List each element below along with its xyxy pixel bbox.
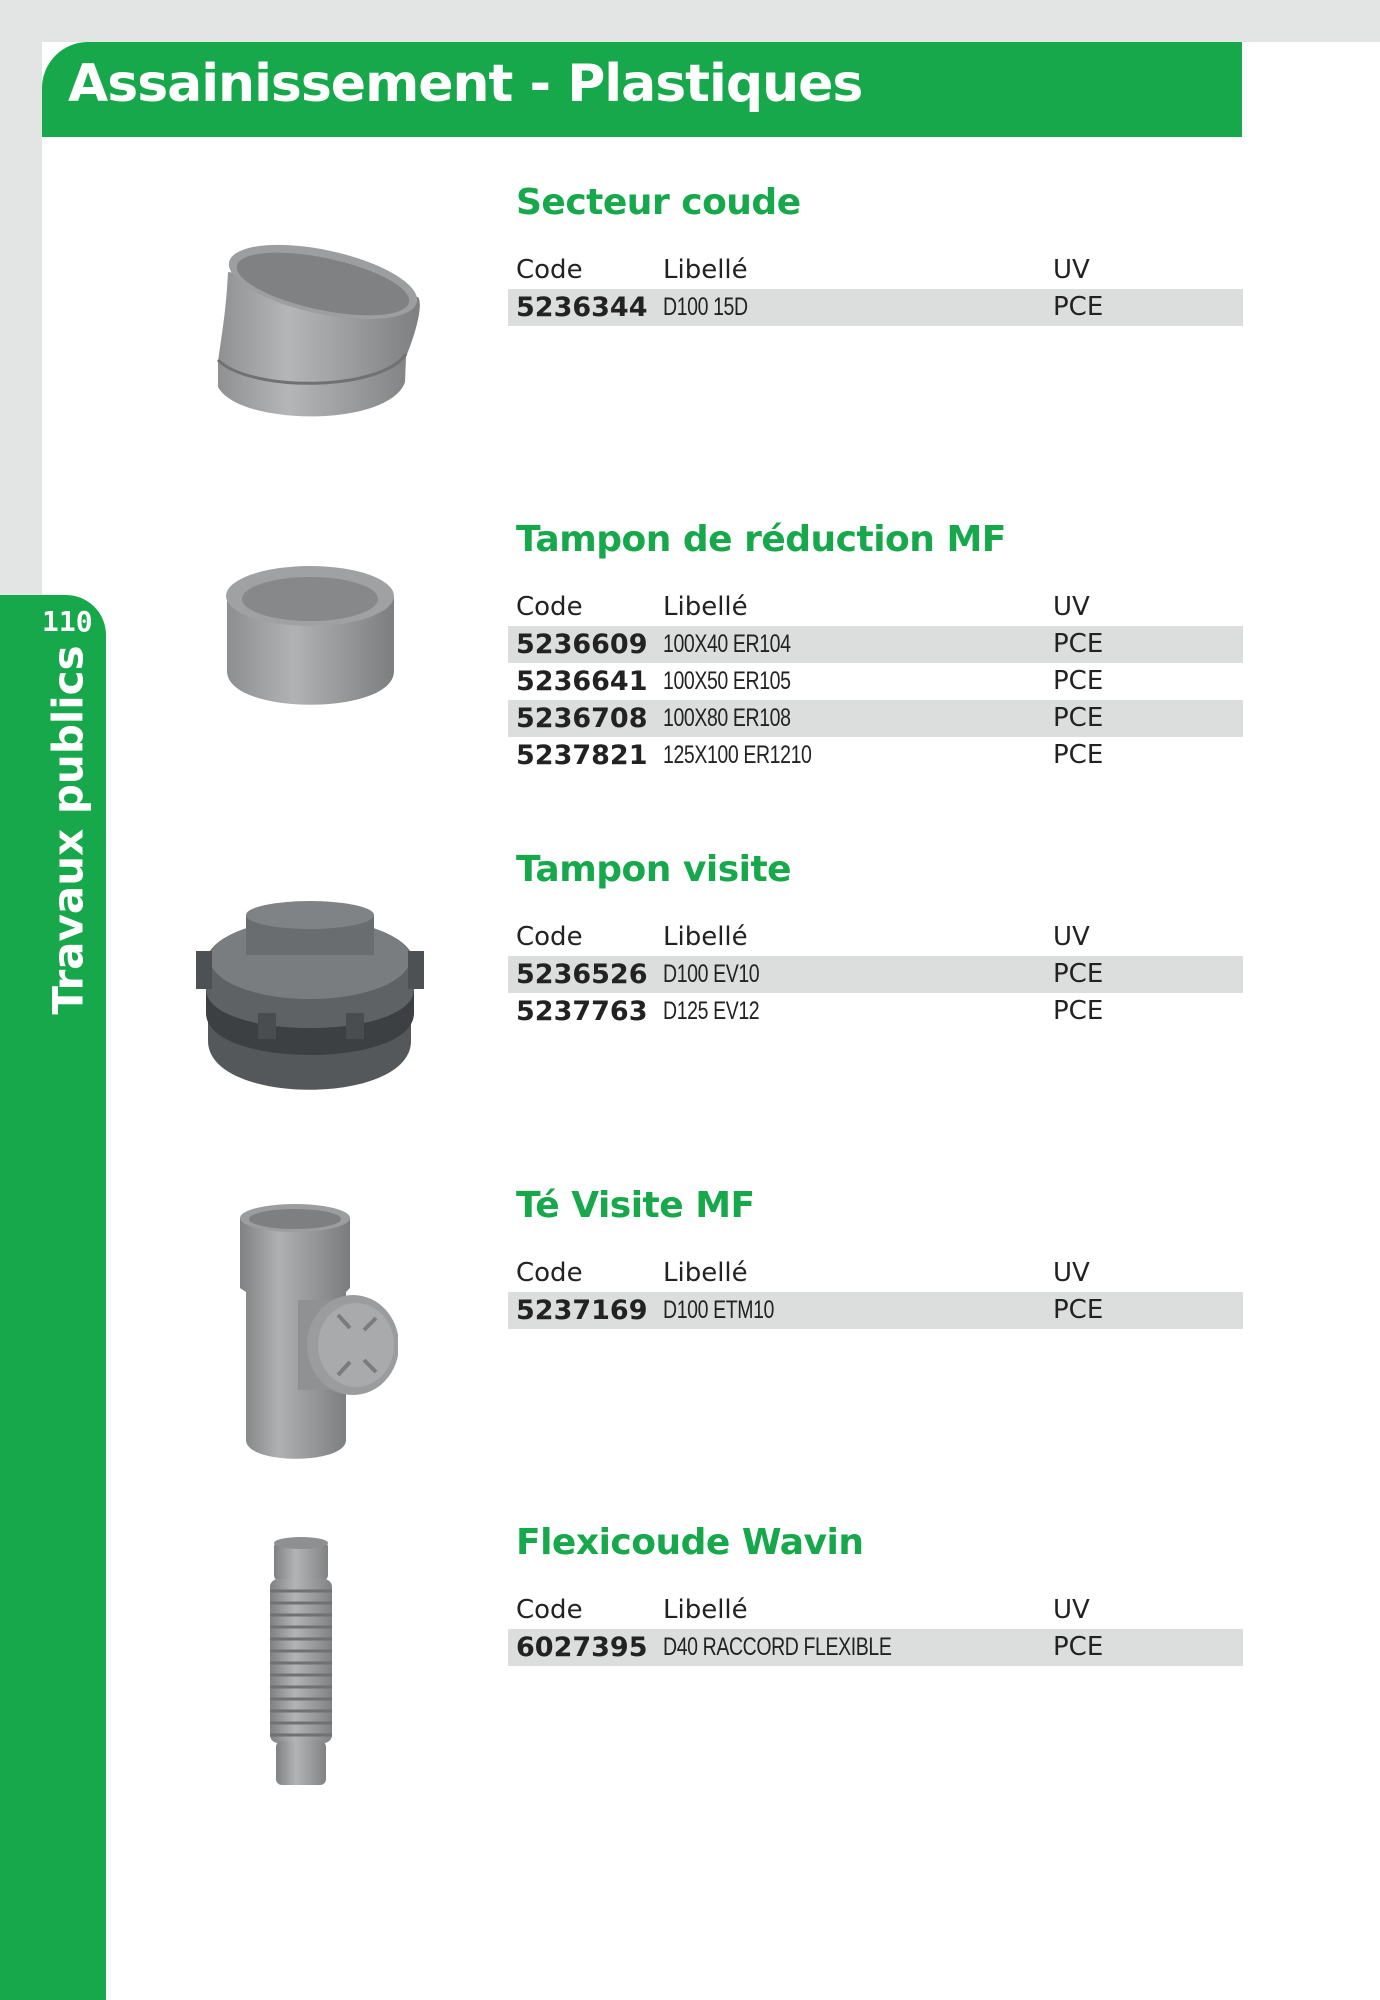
product-code: 5237169 [516, 1295, 648, 1326]
category-label: Travaux publics [43, 645, 93, 1015]
column-code-header: Code [516, 922, 583, 952]
column-uv-header: UV [1053, 592, 1090, 622]
table-header-row [508, 919, 1243, 956]
table-header-row [508, 589, 1243, 626]
product-code: 5236708 [516, 703, 648, 734]
page-title: Assainissement - Plastiques [68, 54, 863, 114]
inspection-cap-icon [196, 891, 426, 1101]
product-uv: PCE [1053, 666, 1104, 696]
product-code: 5236344 [516, 292, 648, 323]
product-section-tampon-reduction [0, 519, 1380, 829]
product-code: 5236526 [516, 959, 648, 990]
reduction-plug-icon [222, 561, 402, 711]
column-libelle-header: Libellé [663, 922, 748, 952]
section-title: Té Visite MF [516, 1185, 755, 1226]
product-table [508, 589, 1243, 774]
section-title: Tampon visite [516, 849, 792, 890]
product-uv: PCE [1053, 292, 1104, 322]
product-uv: PCE [1053, 629, 1104, 659]
product-libelle: D100 EV10 [663, 960, 760, 988]
product-uv: PCE [1053, 740, 1104, 770]
product-code: 6027395 [516, 1632, 648, 1663]
table-row [508, 737, 1243, 774]
product-libelle: 125X100 ER1210 [663, 741, 812, 769]
section-title: Flexicoude Wavin [516, 1522, 864, 1563]
column-uv-header: UV [1053, 255, 1090, 285]
product-uv: PCE [1053, 959, 1104, 989]
column-code-header: Code [516, 255, 583, 285]
table-row [508, 1292, 1243, 1329]
product-code: 5236609 [516, 629, 648, 660]
table-header-row [508, 1592, 1243, 1629]
inspection-tee-icon [238, 1200, 398, 1460]
table-row [508, 289, 1243, 326]
column-code-header: Code [516, 1258, 583, 1288]
product-section-secteur-coude [0, 182, 1380, 492]
product-libelle: 100X80 ER108 [663, 704, 791, 732]
product-libelle: D100 15D [663, 293, 748, 321]
flexible-elbow-icon [268, 1537, 334, 1789]
column-libelle-header: Libellé [663, 592, 748, 622]
product-table [508, 1255, 1243, 1329]
elbow-sector-icon [210, 242, 430, 432]
table-row [508, 663, 1243, 700]
product-libelle: D40 RACCORD FLEXIBLE [663, 1633, 892, 1661]
section-title: Secteur coude [516, 182, 801, 223]
product-code: 5237821 [516, 740, 648, 771]
product-libelle: 100X50 ER105 [663, 667, 791, 695]
product-code: 5236641 [516, 666, 648, 697]
column-libelle-header: Libellé [663, 1258, 748, 1288]
product-libelle: D125 EV12 [663, 997, 760, 1025]
page-header [42, 42, 1242, 137]
table-row [508, 1629, 1243, 1666]
product-section-tampon-visite [0, 849, 1380, 1159]
table-row [508, 956, 1243, 993]
table-row [508, 700, 1243, 737]
column-uv-header: UV [1053, 922, 1090, 952]
table-row [508, 993, 1243, 1030]
product-section-te-visite [0, 1185, 1380, 1495]
product-section-flexicoude [0, 1522, 1380, 1832]
table-header-row [508, 252, 1243, 289]
product-table [508, 1592, 1243, 1666]
column-code-header: Code [516, 1595, 583, 1625]
column-uv-header: UV [1053, 1258, 1090, 1288]
product-table [508, 919, 1243, 1030]
product-libelle: 100X40 ER104 [663, 630, 791, 658]
product-code: 5237763 [516, 996, 648, 1027]
product-uv: PCE [1053, 1632, 1104, 1662]
product-uv: PCE [1053, 1295, 1104, 1325]
section-title: Tampon de réduction MF [516, 519, 1006, 560]
product-libelle: D100 ETM10 [663, 1296, 774, 1324]
column-libelle-header: Libellé [663, 255, 748, 285]
top-margin-strip [0, 0, 1380, 42]
column-code-header: Code [516, 592, 583, 622]
product-uv: PCE [1053, 996, 1104, 1026]
column-libelle-header: Libellé [663, 1595, 748, 1625]
product-table [508, 252, 1243, 326]
table-header-row [508, 1255, 1243, 1292]
page-number: 110 [42, 605, 93, 638]
column-uv-header: UV [1053, 1595, 1090, 1625]
table-row [508, 626, 1243, 663]
product-uv: PCE [1053, 703, 1104, 733]
